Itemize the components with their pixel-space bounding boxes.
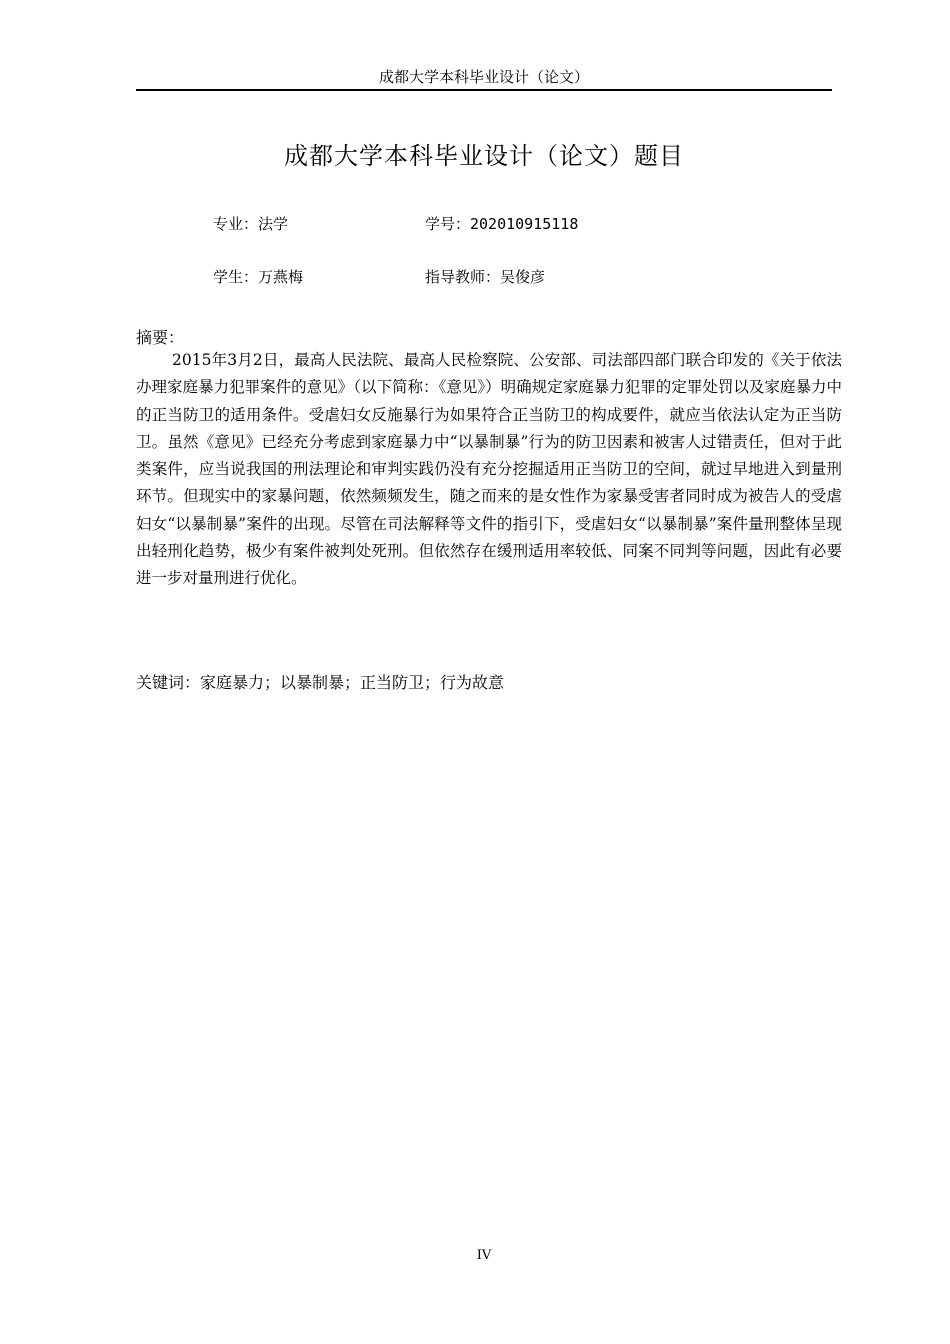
abstract-heading: 摘要： <box>136 328 185 347</box>
page-number: IV <box>476 1248 492 1263</box>
abstract-body: 2015年3月2日，最高人民法院、最高人民检察院、公安部、司法部四部门联合印发的《关于依法办理家庭暴力犯罪案件的意见》（以下简称：《意见》）明确规定家庭暴力犯罪的定罪处罚以及家庭暴力中的正当防卫的适用条件。受虐妇女反施暴行为如果符合正当防卫的构成要件，就应当依法认定为正当防卫。虽然《意见》已经充分考虑到家庭暴力中“以暴制暴”行为的防卫因素和被害人过错责任，但对于此类案件，应当说我国的刑法理论和审判实践仍没有充分挖掘适用正当防卫的空间，就过早地进入到量刑环节。但现实中的家暴问题，依然频频发生，随之而来的是女性作为家暴受害者同时成为被告人的受虐妇女“以暴制暴”案件的出现。尽管在司法解释等文件的指引下，受虐妇女“以暴制暴”案件量刑整体呈现出轻刑化趋势，极少有案件被判处死刑。但依然存在缓刑适用率较低、同案不同判等问题，因此有必要进一步对量刑进行优化。 <box>136 351 842 588</box>
major-field: 专业：法学 <box>213 215 289 233</box>
header-rule <box>136 89 832 91</box>
advisor-field: 指导教师：吴俊彦 <box>425 268 546 286</box>
running-header: 成都大学本科毕业设计（论文） <box>378 68 589 86</box>
student-id-field: 学号：202010915118 <box>425 215 579 233</box>
thesis-title: 成都大学本科毕业设计（论文）题目 <box>284 142 684 170</box>
student-name-field: 学生：万燕梅 <box>213 268 304 286</box>
keywords-line: 关键词：家庭暴力；以暴制暴；正当防卫；行为故意 <box>136 673 505 692</box>
